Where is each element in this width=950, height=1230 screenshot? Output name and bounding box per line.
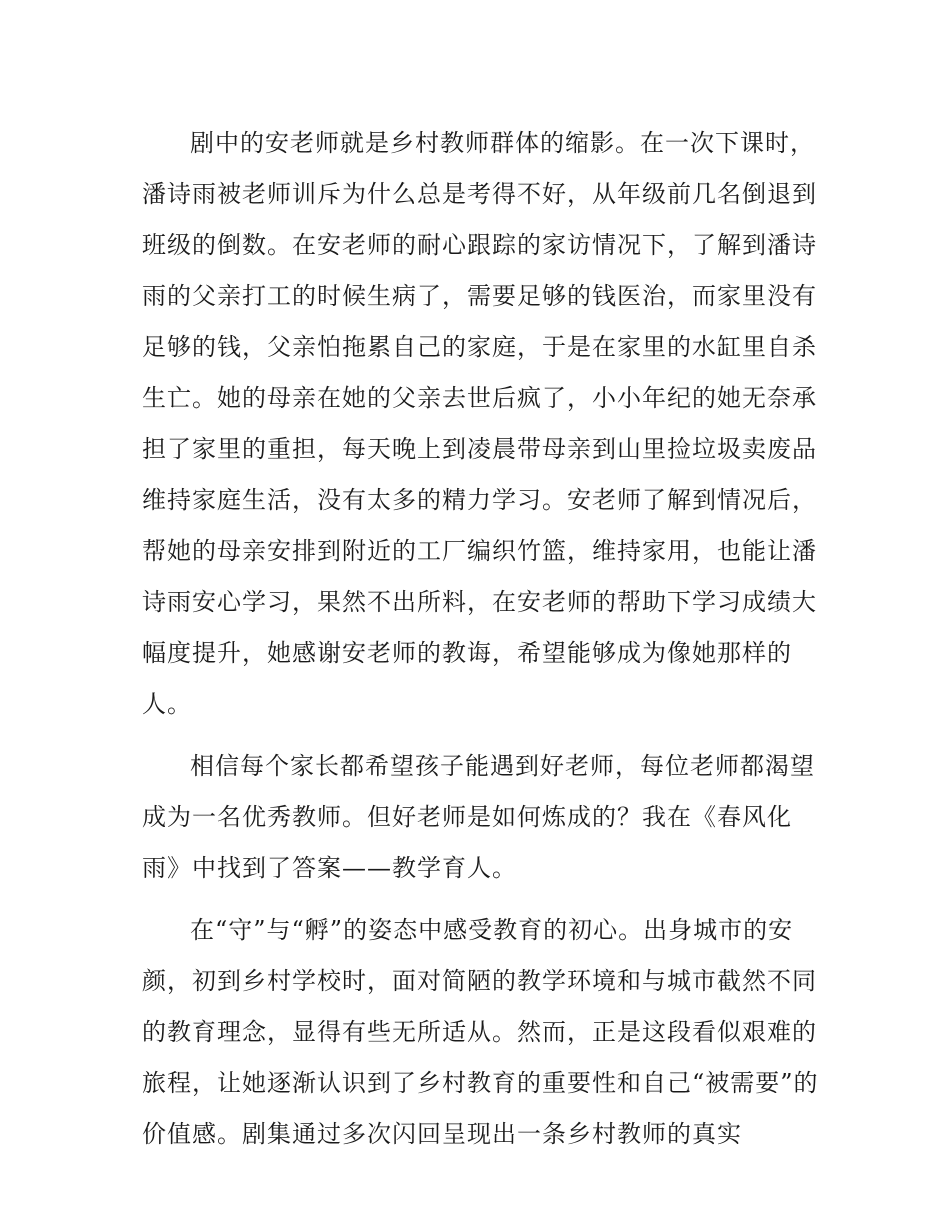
paragraph-1: 剧中的安老师就是乡村教师群体的缩影。在一次下课时，潘诗雨被老师训斥为什么总是考得不好，从年级前几名倒退到班级的倒数。在安老师的耐心跟踪的家访情况下，了解到潘诗雨的父亲打工的时候生病了，需要足够的钱医治，而家里没有足够的钱，父亲怕拖累自己的家庭，于是在家里的水缸里自杀生亡。她的母亲在她的父亲去世后疯了，小小年纪的她无奈承担了家里的重担，每天晚上到凌晨带母亲到山里捡垃圾卖废品维持家庭生活，没有太多的精力学习。安老师了解到情况后，帮她的母亲安排到附近的工厂编织竹篮，维持家用，也能让潘诗雨安心学习，果然不出所料，在安老师的帮助下学习成绩大幅度提升，她感谢安老师的教诲，希望能够成为像她那样的人。 bbox=[142, 129, 817, 718]
paragraph-3: 在“守”与“孵”的姿态中感受教育的初心。出身城市的安颜，初到乡村学校时，面对简陋的教学环境和与城市截然不同的教育理念，显得有些无所适从。然而，正是这段看似艰难的旅程，让她逐渐认识到了乡村教育的重要性和自己“被需要”的价值感。剧集通过多次闪回呈现出一条乡村教师的真实 bbox=[142, 916, 819, 1148]
document-body bbox=[142, 118, 822, 1171]
paragraph-2: 相信每个家长都希望孩子能遇到好老师，每位老师都渴望成为一名优秀教师。但好老师是如何炼成的？我在《春风化雨》中找到了答案——教学育人。 bbox=[142, 752, 815, 882]
